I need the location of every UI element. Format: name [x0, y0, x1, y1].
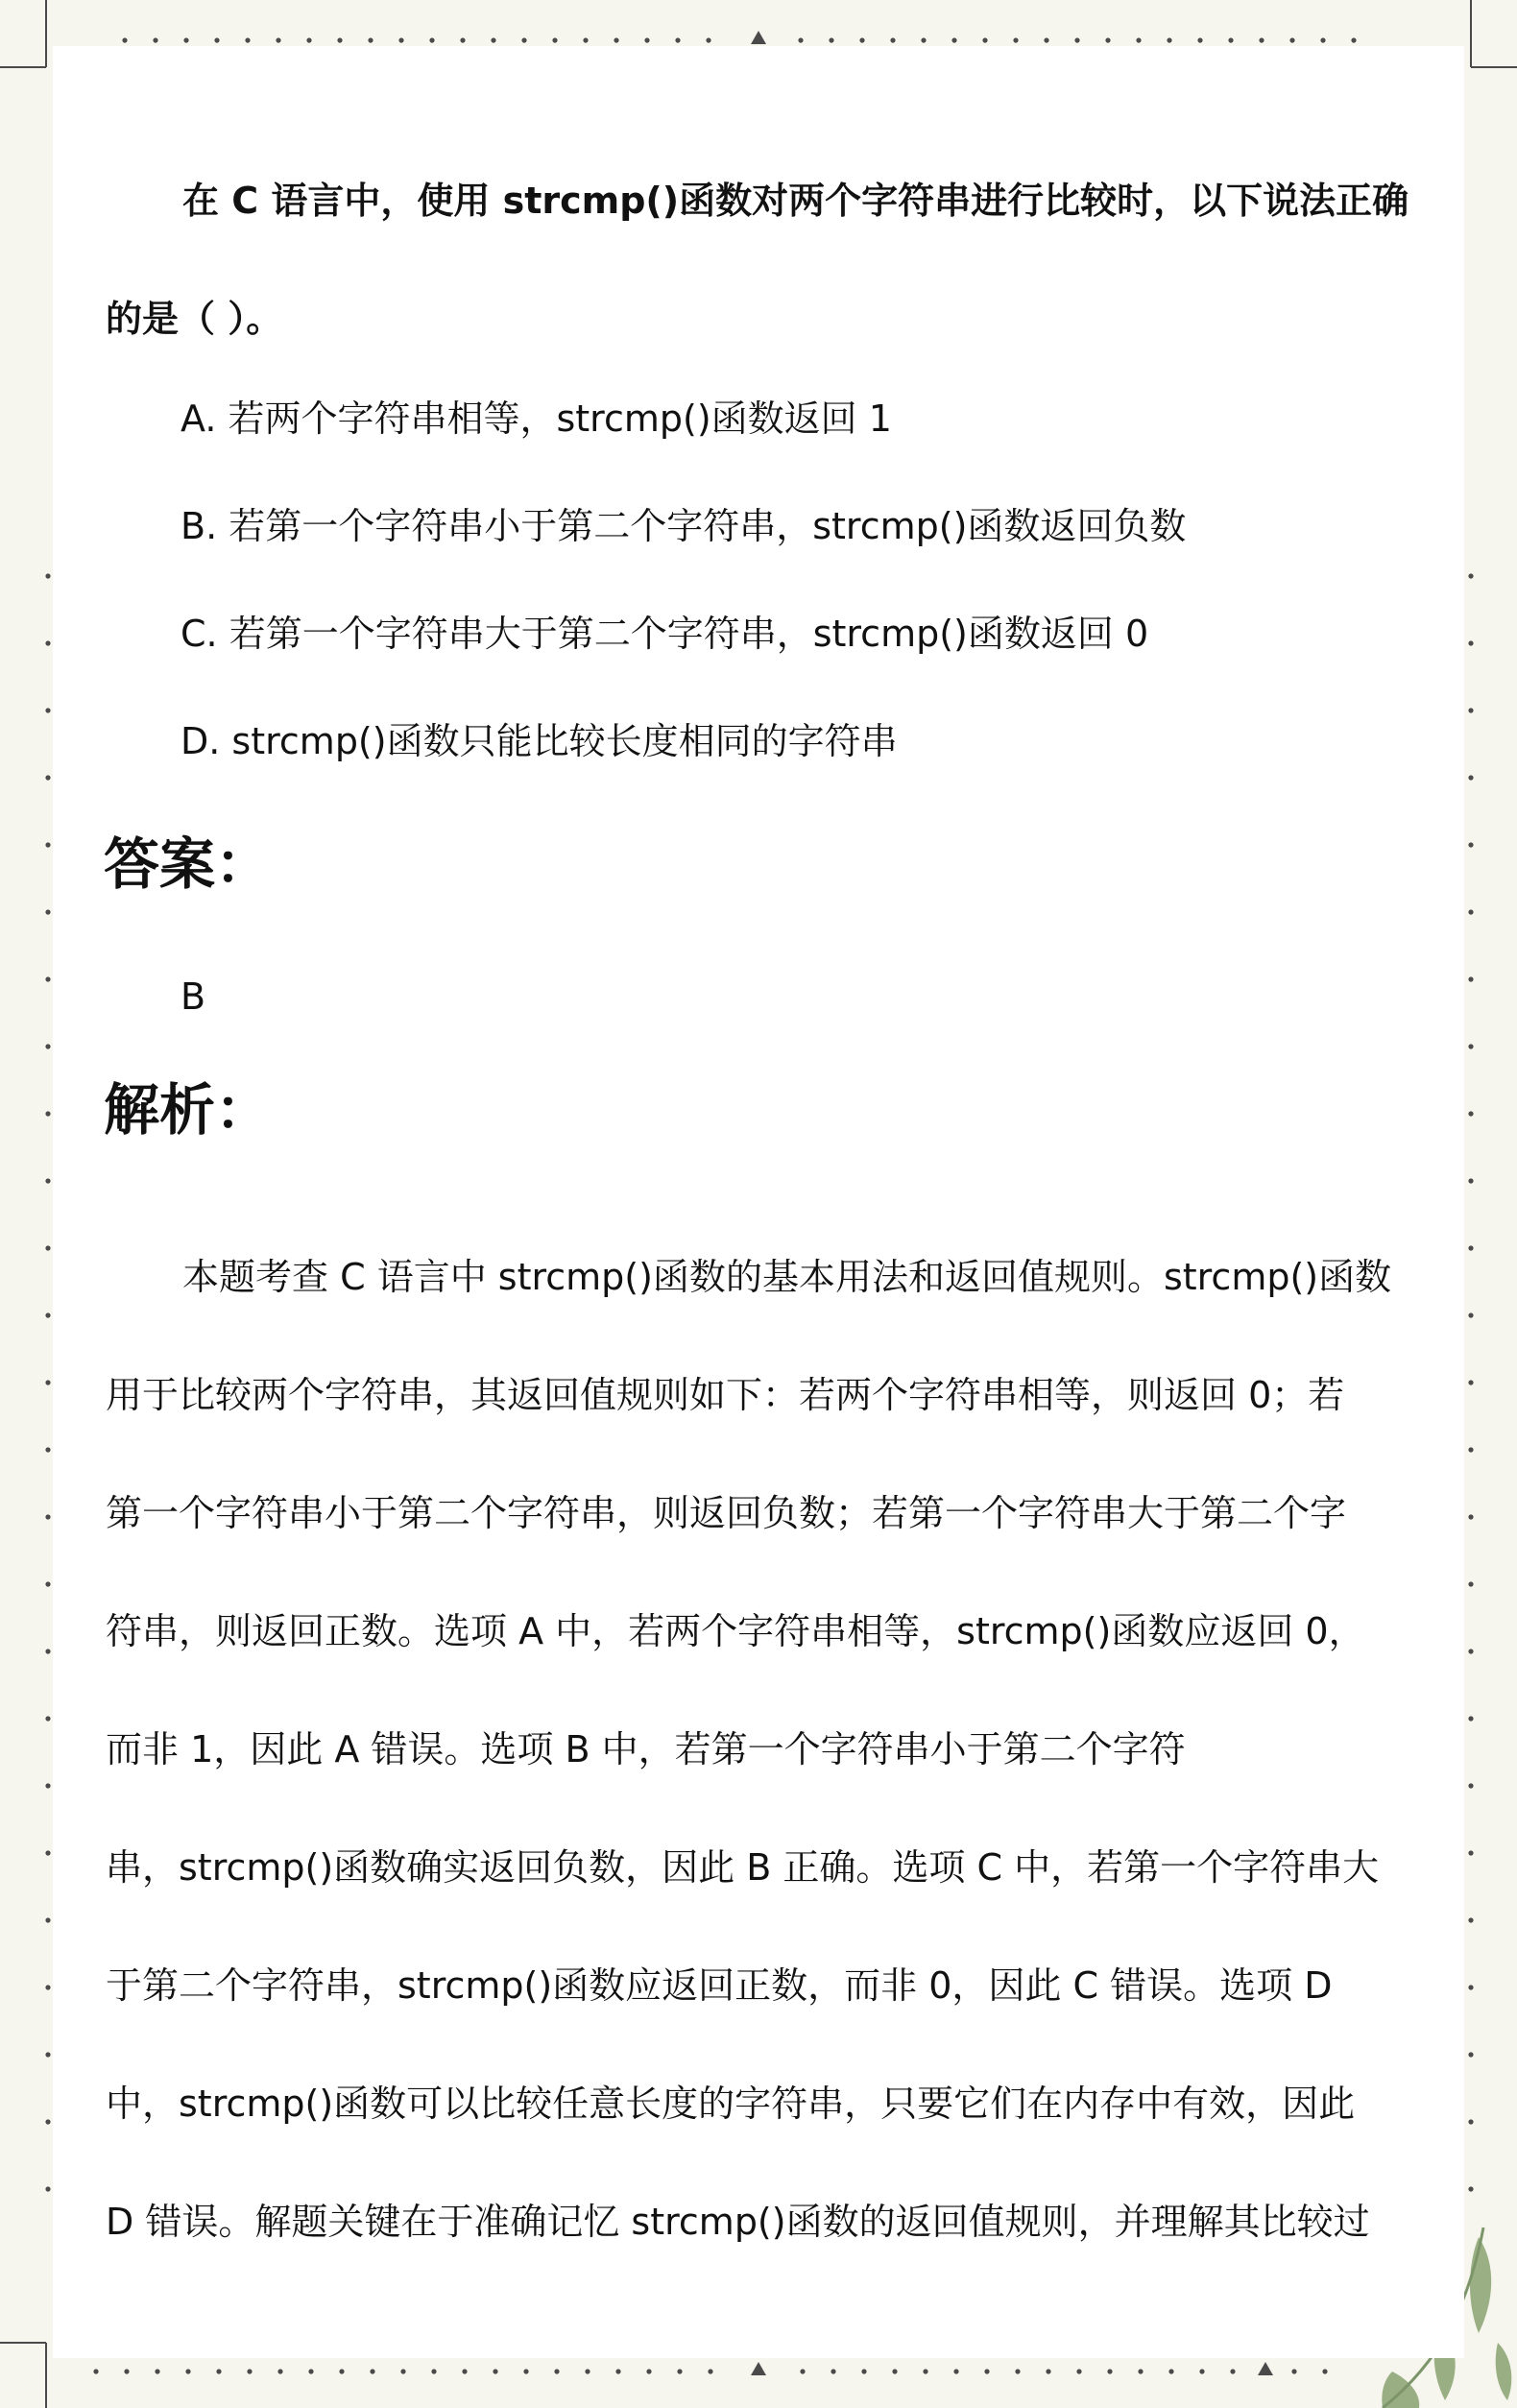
border-dot [1046, 2369, 1050, 2373]
answer-heading: 答案： [104, 831, 272, 897]
border-dot [45, 1245, 50, 1250]
border-dot [368, 37, 373, 42]
border-dot [45, 708, 50, 712]
border-dot [153, 37, 157, 42]
border-dot [45, 1447, 50, 1452]
border-dot [1044, 37, 1048, 42]
border-dot [1468, 2186, 1473, 2191]
border-dot [921, 37, 926, 42]
border-dot [370, 2369, 374, 2373]
corner-bracket-top-right [1471, 0, 1517, 67]
border-dot [45, 1649, 50, 1653]
border-dot [1168, 2369, 1173, 2373]
border-dot [1468, 1178, 1473, 1183]
border-dot [45, 1985, 50, 1989]
border-dot [277, 2369, 282, 2373]
border-dot [45, 1514, 50, 1519]
border-dot [45, 573, 50, 578]
border-dot [1468, 1716, 1473, 1721]
border-dot [1468, 2119, 1473, 2124]
border-dot [45, 2186, 50, 2191]
border-dot [1107, 2369, 1112, 2373]
border-dot [892, 2369, 897, 2373]
border-dot [585, 2369, 590, 2373]
border-dot [45, 2119, 50, 2124]
border-dot [615, 2369, 620, 2373]
border-dot [1199, 2369, 1204, 2373]
border-dot [1468, 708, 1473, 712]
border-dot [644, 37, 649, 42]
border-dot [706, 37, 710, 42]
border-dot [400, 2369, 405, 2373]
border-dot [1074, 37, 1079, 42]
border-dot [1468, 1985, 1473, 1989]
border-dot [675, 37, 680, 42]
border-dot [1291, 2369, 1296, 2373]
border-dot [953, 2369, 958, 2373]
border-dot [1468, 1581, 1473, 1586]
border-dot [1468, 1447, 1473, 1452]
border-dot [306, 37, 311, 42]
analysis-line: D 错误。解题关键在于准确记忆 strcmp()函数的返回值规则，并理解其比较过 [106, 2201, 1370, 2243]
border-dot [431, 2369, 436, 2373]
border-dot [1320, 37, 1325, 42]
analysis-text [106, 1218, 1469, 2281]
border-dot [829, 37, 833, 42]
border-dot [216, 2369, 221, 2373]
answer-value: B [181, 975, 206, 1018]
border-dot [124, 2369, 129, 2373]
option-c: C. 若第一个字符串大于第二个字符串，strcmp()函数返回 0 [181, 613, 1149, 655]
border-dot [183, 37, 188, 42]
border-dot [214, 37, 219, 42]
border-dot [122, 37, 127, 42]
border-dot [982, 37, 987, 42]
border-dot [45, 1850, 50, 1855]
border-dot [462, 2369, 467, 2373]
border-dot [1015, 2369, 1020, 2373]
border-dot [93, 2369, 98, 2373]
border-dot [155, 2369, 159, 2373]
border-dot [429, 37, 434, 42]
analysis-line: 中，strcmp()函数可以比较任意长度的字符串，只要它们在内存中有效，因此 [106, 2083, 1356, 2125]
border-dot [1468, 1044, 1473, 1048]
border-dot [45, 1178, 50, 1183]
border-dot [1197, 37, 1202, 42]
border-dot [646, 2369, 651, 2373]
border-dot [1289, 37, 1294, 42]
border-dot [45, 1111, 50, 1116]
border-dot [1322, 2369, 1327, 2373]
border-dot [45, 1783, 50, 1788]
border-dot [398, 37, 403, 42]
border-dot [1468, 1312, 1473, 1317]
border-dot [614, 37, 618, 42]
border-dot [523, 2369, 528, 2373]
triangle-ornament-top [751, 31, 766, 44]
border-dot [951, 37, 956, 42]
border-dot [583, 37, 588, 42]
border-dot [1468, 775, 1473, 780]
border-dot [521, 37, 526, 42]
triangle-ornament-bottom-left [751, 2362, 766, 2375]
border-dot [1138, 2369, 1143, 2373]
option-a: A. 若两个字符串相等，strcmp()函数返回 1 [181, 397, 892, 440]
border-dot [185, 2369, 190, 2373]
analysis-line: 符串，则返回正数。选项 A 中，若两个字符串相等，strcmp()函数应返回 0， [106, 1610, 1365, 1652]
border-dot [890, 37, 895, 42]
border-dot [1468, 1380, 1473, 1385]
analysis-line: 而非 1，因此 A 错误。选项 B 中，若第一个字符串小于第二个字符 [106, 1728, 1186, 1770]
border-dot [1468, 842, 1473, 847]
analysis-heading: 解析： [104, 1077, 272, 1143]
analysis-line: 用于比较两个字符串，其返回值规则如下：若两个字符串相等，则返回 0；若 [106, 1374, 1345, 1416]
border-dot [45, 976, 50, 981]
border-dot [1468, 573, 1473, 578]
border-dot [1468, 1917, 1473, 1922]
question-stem-line-1: 在 C 语言中，使用 strcmp()函数对两个字符串进行比较时，以下说法正确 [182, 180, 1409, 222]
border-dot [1167, 37, 1171, 42]
option-b: B. 若第一个字符串小于第二个字符串，strcmp()函数返回负数 [181, 505, 1187, 547]
border-dot [923, 2369, 927, 2373]
border-dot [1468, 640, 1473, 645]
option-d: D. strcmp()函数只能比较长度相同的字符串 [181, 720, 898, 762]
border-dot [1468, 909, 1473, 914]
border-dot [984, 2369, 989, 2373]
border-dot [859, 37, 864, 42]
triangle-ornament-bottom-right [1258, 2362, 1273, 2375]
corner-bracket-top-left [0, 0, 46, 67]
border-dot [1468, 1514, 1473, 1519]
border-dot [677, 2369, 682, 2373]
analysis-line: 串，strcmp()函数确实返回负数，因此 B 正确。选项 C 中，若第一个字符串大 [106, 1846, 1380, 1889]
border-dot [1013, 37, 1018, 42]
border-dot [337, 37, 342, 42]
border-dot [1468, 1850, 1473, 1855]
border-dot [493, 2369, 497, 2373]
border-dot [245, 37, 250, 42]
question-stem-line-2: 的是（ ）。 [106, 298, 283, 340]
border-dot [45, 1716, 50, 1721]
border-dot [45, 1312, 50, 1317]
border-dot [45, 1044, 50, 1048]
border-dot [45, 775, 50, 780]
border-dot [1105, 37, 1110, 42]
border-dot [554, 2369, 559, 2373]
border-dot [1136, 37, 1141, 42]
border-dot [861, 2369, 866, 2373]
border-dot [1228, 37, 1233, 42]
border-dot [1230, 2369, 1235, 2373]
border-dot [339, 2369, 344, 2373]
border-dot [1468, 1783, 1473, 1788]
border-dot [1076, 2369, 1081, 2373]
analysis-line: 于第二个字符串，strcmp()函数应返回正数，而非 0，因此 C 错误。选项 D [106, 1964, 1333, 2007]
border-dot [45, 1581, 50, 1586]
border-dot [1351, 37, 1356, 42]
border-dot [45, 842, 50, 847]
border-dot [45, 2052, 50, 2057]
border-dot [1468, 1111, 1473, 1116]
border-dot [831, 2369, 835, 2373]
border-dot [45, 909, 50, 914]
border-dot [491, 37, 495, 42]
border-dot [708, 2369, 712, 2373]
analysis-line: 第一个字符串小于第二个字符串，则返回负数；若第一个字符串大于第二个字 [106, 1492, 1347, 1534]
border-dot [1468, 1649, 1473, 1653]
border-dot [1468, 976, 1473, 981]
border-dot [1259, 37, 1264, 42]
border-dot [45, 640, 50, 645]
border-dot [552, 37, 557, 42]
border-dot [460, 37, 465, 42]
corner-bracket-bottom-left [0, 2343, 46, 2408]
border-dot [247, 2369, 252, 2373]
border-dot [45, 1380, 50, 1385]
question-stem [106, 142, 1469, 378]
border-dot [308, 2369, 313, 2373]
border-dot [800, 2369, 805, 2373]
border-dot [1468, 1245, 1473, 1250]
border-dot [45, 1917, 50, 1922]
document-body [53, 46, 1464, 2358]
analysis-line: 本题考查 C 语言中 strcmp()函数的基本用法和返回值规则。strcmp()函数 [182, 1256, 1392, 1298]
border-dot [276, 37, 280, 42]
border-dot [1468, 2052, 1473, 2057]
border-dot [798, 37, 803, 42]
